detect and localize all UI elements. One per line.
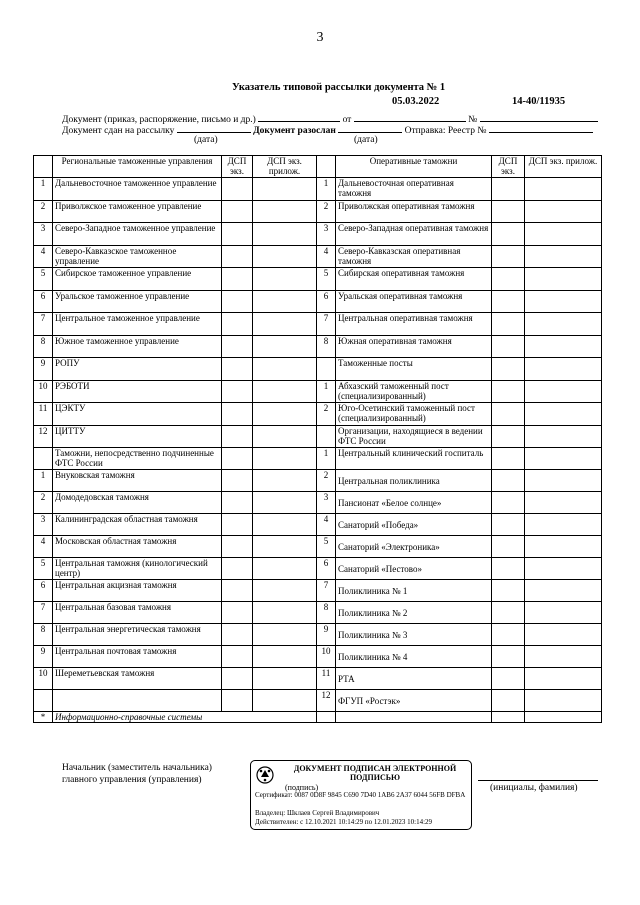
header-left-dsp-app: ДСП экз. прилож. <box>253 156 317 178</box>
left-dsp-appendix[interactable] <box>253 646 317 668</box>
right-org-name: Пансионат «Белое солнце» <box>336 492 492 514</box>
right-row-number: 5 <box>317 536 336 558</box>
right-org-name: Уральская оперативная таможня <box>336 290 492 313</box>
right-row-number: 8 <box>317 602 336 624</box>
left-org-name: Таможни, непосредственно подчиненные ФТС России <box>53 448 222 470</box>
right-org-name: Сибирская оперативная таможня <box>336 268 492 291</box>
left-org-name: РЭБОТИ <box>53 380 222 403</box>
left-org-name: Внуковская таможня <box>53 470 222 492</box>
left-dsp-appendix[interactable] <box>253 425 317 448</box>
right-org-name: Абхазский таможенный пост (специализированный) <box>336 380 492 403</box>
left-row-number: 10 <box>34 668 53 690</box>
right-dsp-appendix[interactable] <box>525 380 602 403</box>
right-org-name: Северо-Западная оперативная таможня <box>336 223 492 246</box>
right-dsp-appendix[interactable] <box>525 646 602 668</box>
left-dsp-copies[interactable] <box>222 492 253 514</box>
footnote-text: Информационно-справочные системы <box>53 712 317 723</box>
date-label-1: (дата) <box>194 135 218 145</box>
left-row-number <box>34 448 53 470</box>
right-row-number: 3 <box>317 492 336 514</box>
right-row-number <box>317 425 336 448</box>
right-dsp-appendix[interactable] <box>525 624 602 646</box>
left-dsp-appendix[interactable] <box>253 602 317 624</box>
right-row-number: 11 <box>317 668 336 690</box>
right-dsp-copies[interactable] <box>492 492 525 514</box>
right-org-name: Центральная поликлиника <box>336 470 492 492</box>
left-org-name: Домодедовская таможня <box>53 492 222 514</box>
right-org-name: Южная оперативная таможня <box>336 335 492 358</box>
left-dsp-appendix[interactable] <box>253 380 317 403</box>
left-org-name: Северо-Кавказское таможенное управление <box>53 245 222 268</box>
table-row <box>34 624 602 646</box>
registry-no-field[interactable] <box>489 123 593 133</box>
stamp-title: ДОКУМЕНТ ПОДПИСАН ЭЛЕКТРОННОЙ ПОДПИСЬЮ <box>293 764 457 782</box>
left-dsp-appendix[interactable] <box>253 470 317 492</box>
left-row-number: 7 <box>34 313 53 336</box>
left-dsp-copies[interactable] <box>222 245 253 268</box>
form-line-2-send: Отправка: <box>404 126 446 136</box>
left-dsp-appendix[interactable] <box>253 668 317 690</box>
table-row <box>34 448 602 470</box>
right-dsp-copies[interactable] <box>492 536 525 558</box>
left-org-name: Сибирское таможенное управление <box>53 268 222 291</box>
right-dsp-appendix[interactable] <box>525 268 602 291</box>
footnote-row <box>34 712 602 723</box>
table-row <box>34 200 602 223</box>
sent-date-field[interactable] <box>338 123 402 133</box>
right-dsp-copies[interactable] <box>492 646 525 668</box>
left-row-number: 9 <box>34 358 53 381</box>
left-dsp-appendix[interactable] <box>253 223 317 246</box>
right-dsp-copies[interactable] <box>492 313 525 336</box>
right-org-name: Санаторий «Электроника» <box>336 536 492 558</box>
left-dsp-appendix[interactable] <box>253 492 317 514</box>
header-right-dsp: ДСП экз. <box>492 156 525 178</box>
left-org-name: ЦИТТУ <box>53 425 222 448</box>
left-dsp-copies[interactable] <box>222 668 253 690</box>
table-row <box>34 602 602 624</box>
right-dsp-copies[interactable] <box>492 580 525 602</box>
left-row-number: 5 <box>34 558 53 580</box>
right-dsp-copies[interactable] <box>492 403 525 426</box>
stamp-certificate: Сертификат: 0087 0D8F 9845 C690 7D40 1AB6 2A37 6044 56FB DFBA <box>255 791 466 799</box>
left-org-name: Шереметьевская таможня <box>53 668 222 690</box>
right-dsp-appendix[interactable] <box>525 200 602 223</box>
right-dsp-copies[interactable] <box>492 558 525 580</box>
table-row <box>34 358 602 381</box>
right-org-name: Санаторий «Победа» <box>336 514 492 536</box>
form-line-2-sent: Документ разослан <box>253 126 336 136</box>
right-dsp-appendix[interactable] <box>525 178 602 201</box>
left-row-number <box>34 690 53 712</box>
document-type-field[interactable] <box>258 112 340 122</box>
left-dsp-appendix[interactable] <box>253 358 317 381</box>
left-dsp-copies[interactable] <box>222 358 253 381</box>
left-dsp-copies[interactable] <box>222 403 253 426</box>
emblem-icon <box>255 765 275 785</box>
table-row <box>34 290 602 313</box>
table-header-row <box>34 156 602 178</box>
left-dsp-copies[interactable] <box>222 690 253 712</box>
left-dsp-copies[interactable] <box>222 514 253 536</box>
right-dsp-appendix[interactable] <box>525 492 602 514</box>
form-line-2-registry: Реестр № <box>447 126 487 136</box>
right-dsp-appendix[interactable] <box>525 290 602 313</box>
left-row-number: 6 <box>34 580 53 602</box>
right-dsp-appendix[interactable] <box>525 358 602 381</box>
right-dsp-appendix[interactable] <box>525 514 602 536</box>
left-org-name: Центральная почтовая таможня <box>53 646 222 668</box>
right-dsp-appendix[interactable] <box>525 580 602 602</box>
right-row-number: 5 <box>317 268 336 291</box>
right-row-number: 1 <box>317 178 336 201</box>
left-dsp-copies[interactable] <box>222 580 253 602</box>
right-org-name: РТА <box>336 668 492 690</box>
left-org-name: Центральная энергетическая таможня <box>53 624 222 646</box>
table-row <box>34 178 602 201</box>
document-number: 14-40/11935 <box>512 96 566 107</box>
right-row-number: 2 <box>317 470 336 492</box>
right-row-number: 10 <box>317 646 336 668</box>
right-org-name: Дальневосточная оперативная таможня <box>336 178 492 201</box>
footnote-mark: * <box>34 712 53 723</box>
left-org-name: Центральная акцизная таможня <box>53 580 222 602</box>
left-dsp-appendix[interactable] <box>253 690 317 712</box>
left-row-number: 11 <box>34 403 53 426</box>
right-dsp-appendix[interactable] <box>525 668 602 690</box>
left-dsp-appendix[interactable] <box>253 514 317 536</box>
left-dsp-appendix[interactable] <box>253 268 317 291</box>
right-dsp-appendix[interactable] <box>525 690 602 712</box>
handed-date-field[interactable] <box>177 123 251 133</box>
header-left-num <box>34 156 53 178</box>
right-dsp-copies[interactable] <box>492 380 525 403</box>
left-row-number: 4 <box>34 536 53 558</box>
left-row-number: 2 <box>34 492 53 514</box>
right-row-number: 7 <box>317 313 336 336</box>
left-dsp-copies[interactable] <box>222 624 253 646</box>
left-dsp-copies[interactable] <box>222 602 253 624</box>
left-dsp-appendix[interactable] <box>253 403 317 426</box>
right-org-name: Поликлиника № 3 <box>336 624 492 646</box>
left-row-number: 5 <box>34 268 53 291</box>
right-dsp-copies[interactable] <box>492 624 525 646</box>
form-line-1-label: Документ (приказ, распоряжение, письмо и др.) <box>62 115 256 125</box>
table-row <box>34 425 602 448</box>
right-org-name: Северо-Кавказская оперативная таможня <box>336 245 492 268</box>
header-right-name: Оперативные таможни <box>336 156 492 178</box>
right-org-name: Юго-Осетинский таможенный пост (специализированный) <box>336 403 492 426</box>
left-row-number: 1 <box>34 470 53 492</box>
left-row-number: 10 <box>34 380 53 403</box>
left-org-name: Московская областная таможня <box>53 536 222 558</box>
table-row <box>34 492 602 514</box>
right-org-name: Поликлиника № 2 <box>336 602 492 624</box>
table-body <box>34 178 602 723</box>
table-row <box>34 223 602 246</box>
right-row-number: 6 <box>317 558 336 580</box>
left-dsp-copies[interactable] <box>222 223 253 246</box>
right-dsp-appendix[interactable] <box>525 403 602 426</box>
left-dsp-copies[interactable] <box>222 646 253 668</box>
right-row-number: 1 <box>317 448 336 470</box>
left-org-name: Приволжское таможенное управление <box>53 200 222 223</box>
right-row-number: 12 <box>317 690 336 712</box>
right-row-number: 8 <box>317 335 336 358</box>
right-dsp-copies[interactable] <box>492 514 525 536</box>
header-right-num <box>317 156 336 178</box>
right-dsp-copies[interactable] <box>492 358 525 381</box>
stamp-owner: Владелец: Шклаев Сергей Владимирович <box>255 809 380 817</box>
left-dsp-appendix[interactable] <box>253 580 317 602</box>
right-org-name: Организации, находящиеся в ведении ФТС России <box>336 425 492 448</box>
signatory-title-2: главного управления (управления) <box>62 775 202 785</box>
right-org-name: Приволжская оперативная таможня <box>336 200 492 223</box>
stamp-signature-label: (подпись) <box>285 783 319 792</box>
right-row-number: 3 <box>317 223 336 246</box>
left-dsp-copies[interactable] <box>222 268 253 291</box>
left-row-number: 7 <box>34 602 53 624</box>
left-dsp-copies[interactable] <box>222 470 253 492</box>
form-line-2 <box>62 123 593 136</box>
left-org-name: ЦЭКТУ <box>53 403 222 426</box>
right-dsp-appendix[interactable] <box>525 470 602 492</box>
right-dsp-appendix[interactable] <box>525 313 602 336</box>
left-row-number: 8 <box>34 335 53 358</box>
right-row-number <box>317 358 336 381</box>
right-dsp-copies[interactable] <box>492 690 525 712</box>
header-right-dsp-app: ДСП экз. прилож. <box>525 156 602 178</box>
table-row <box>34 380 602 403</box>
right-dsp-copies[interactable] <box>492 290 525 313</box>
right-row-number: 2 <box>317 200 336 223</box>
electronic-signature-stamp <box>250 760 472 830</box>
left-dsp-copies[interactable] <box>222 313 253 336</box>
table-row <box>34 646 602 668</box>
signatory-title-1: Начальник (заместитель начальника) <box>62 763 212 773</box>
right-row-number: 1 <box>317 380 336 403</box>
header-left-name: Региональные таможенные управления <box>53 156 222 178</box>
right-dsp-appendix[interactable] <box>525 245 602 268</box>
table-row <box>34 514 602 536</box>
form-line-1-no: № <box>468 115 478 125</box>
right-dsp-copies[interactable] <box>492 223 525 246</box>
left-dsp-appendix[interactable] <box>253 200 317 223</box>
left-row-number: 6 <box>34 290 53 313</box>
form-line-1-from: от <box>342 115 352 125</box>
table-row <box>34 558 602 580</box>
left-dsp-copies[interactable] <box>222 200 253 223</box>
left-org-name: Центральное таможенное управление <box>53 313 222 336</box>
table-row <box>34 580 602 602</box>
left-org-name: Центральная таможня (кинологический центр) <box>53 558 222 580</box>
left-row-number: 1 <box>34 178 53 201</box>
right-dsp-copies[interactable] <box>492 425 525 448</box>
left-row-number: 2 <box>34 200 53 223</box>
right-dsp-appendix[interactable] <box>525 558 602 580</box>
right-row-number: 2 <box>317 403 336 426</box>
right-row-number: 6 <box>317 290 336 313</box>
left-dsp-appendix[interactable] <box>253 178 317 201</box>
table-row <box>34 470 602 492</box>
document-date: 05.03.2022 <box>392 96 440 107</box>
document-from-field[interactable] <box>354 112 466 122</box>
left-dsp-copies[interactable] <box>222 380 253 403</box>
left-org-name: Северо-Западное таможенное управление <box>53 223 222 246</box>
right-dsp-appendix[interactable] <box>525 536 602 558</box>
date-label-2: (дата) <box>354 135 378 145</box>
right-org-name: ФГУП «Ростэк» <box>336 690 492 712</box>
left-dsp-appendix[interactable] <box>253 448 317 470</box>
right-dsp-copies[interactable] <box>492 448 525 470</box>
left-org-name: РОПУ <box>53 358 222 381</box>
right-dsp-copies[interactable] <box>492 335 525 358</box>
right-row-number: 7 <box>317 580 336 602</box>
right-dsp-copies[interactable] <box>492 245 525 268</box>
header-left-dsp: ДСП экз. <box>222 156 253 178</box>
footnote-empty-dsp <box>492 712 525 723</box>
left-org-name <box>53 690 222 712</box>
left-dsp-copies[interactable] <box>222 425 253 448</box>
right-org-name: Центральная оперативная таможня <box>336 313 492 336</box>
footnote-empty-name <box>336 712 492 723</box>
table-row <box>34 690 602 712</box>
table-row <box>34 245 602 268</box>
signatory-block <box>62 762 212 786</box>
right-org-name: Таможенные посты <box>336 358 492 381</box>
right-dsp-copies[interactable] <box>492 668 525 690</box>
right-dsp-copies[interactable] <box>492 178 525 201</box>
left-dsp-copies[interactable] <box>222 290 253 313</box>
left-row-number: 9 <box>34 646 53 668</box>
table-row <box>34 668 602 690</box>
left-dsp-copies[interactable] <box>222 536 253 558</box>
right-row-number: 4 <box>317 514 336 536</box>
right-row-number: 9 <box>317 624 336 646</box>
right-dsp-appendix[interactable] <box>525 425 602 448</box>
left-row-number: 3 <box>34 223 53 246</box>
right-org-name: Поликлиника № 4 <box>336 646 492 668</box>
document-title: Указатель типовой рассылки документа № 1 <box>232 82 446 93</box>
right-org-name: Санаторий «Пестово» <box>336 558 492 580</box>
footnote-empty-dsp-app <box>525 712 602 723</box>
document-no-field[interactable] <box>480 112 598 122</box>
left-row-number: 8 <box>34 624 53 646</box>
table-row <box>34 268 602 291</box>
right-dsp-appendix[interactable] <box>525 223 602 246</box>
right-row-number: 4 <box>317 245 336 268</box>
right-dsp-appendix[interactable] <box>525 448 602 470</box>
left-dsp-copies[interactable] <box>222 448 253 470</box>
table-row <box>34 335 602 358</box>
stamp-validity: Действителен: с 12.10.2021 10:14:29 по 12.01.2023 10:14:29 <box>255 818 433 826</box>
left-row-number: 12 <box>34 425 53 448</box>
right-dsp-copies[interactable] <box>492 602 525 624</box>
table-row <box>34 313 602 336</box>
left-row-number: 4 <box>34 245 53 268</box>
left-dsp-appendix[interactable] <box>253 245 317 268</box>
right-dsp-copies[interactable] <box>492 200 525 223</box>
left-org-name: Южное таможенное управление <box>53 335 222 358</box>
left-dsp-appendix[interactable] <box>253 290 317 313</box>
left-org-name: Центральная базовая таможня <box>53 602 222 624</box>
left-dsp-copies[interactable] <box>222 558 253 580</box>
left-dsp-appendix[interactable] <box>253 558 317 580</box>
right-dsp-appendix[interactable] <box>525 335 602 358</box>
left-org-name: Уральское таможенное управление <box>53 290 222 313</box>
left-dsp-appendix[interactable] <box>253 335 317 358</box>
right-org-name: Центральный клинический госпиталь <box>336 448 492 470</box>
initials-label: (инициалы, фамилия) <box>490 783 578 793</box>
table-row <box>34 536 602 558</box>
left-row-number: 3 <box>34 514 53 536</box>
left-org-name: Дальневосточное таможенное управление <box>53 178 222 201</box>
left-dsp-appendix[interactable] <box>253 624 317 646</box>
left-dsp-appendix[interactable] <box>253 536 317 558</box>
footnote-empty-num <box>317 712 336 723</box>
right-dsp-copies[interactable] <box>492 470 525 492</box>
table-row <box>34 403 602 426</box>
right-dsp-appendix[interactable] <box>525 602 602 624</box>
left-dsp-copies[interactable] <box>222 178 253 201</box>
left-org-name: Калининградская областная таможня <box>53 514 222 536</box>
page-number: 3 <box>316 30 324 45</box>
distribution-table <box>33 155 602 723</box>
right-org-name: Поликлиника № 1 <box>336 580 492 602</box>
form-line-2-label: Документ сдан на рассылку <box>62 126 175 136</box>
left-dsp-appendix[interactable] <box>253 313 317 336</box>
initials-line <box>478 780 598 781</box>
left-dsp-copies[interactable] <box>222 335 253 358</box>
right-dsp-copies[interactable] <box>492 268 525 291</box>
